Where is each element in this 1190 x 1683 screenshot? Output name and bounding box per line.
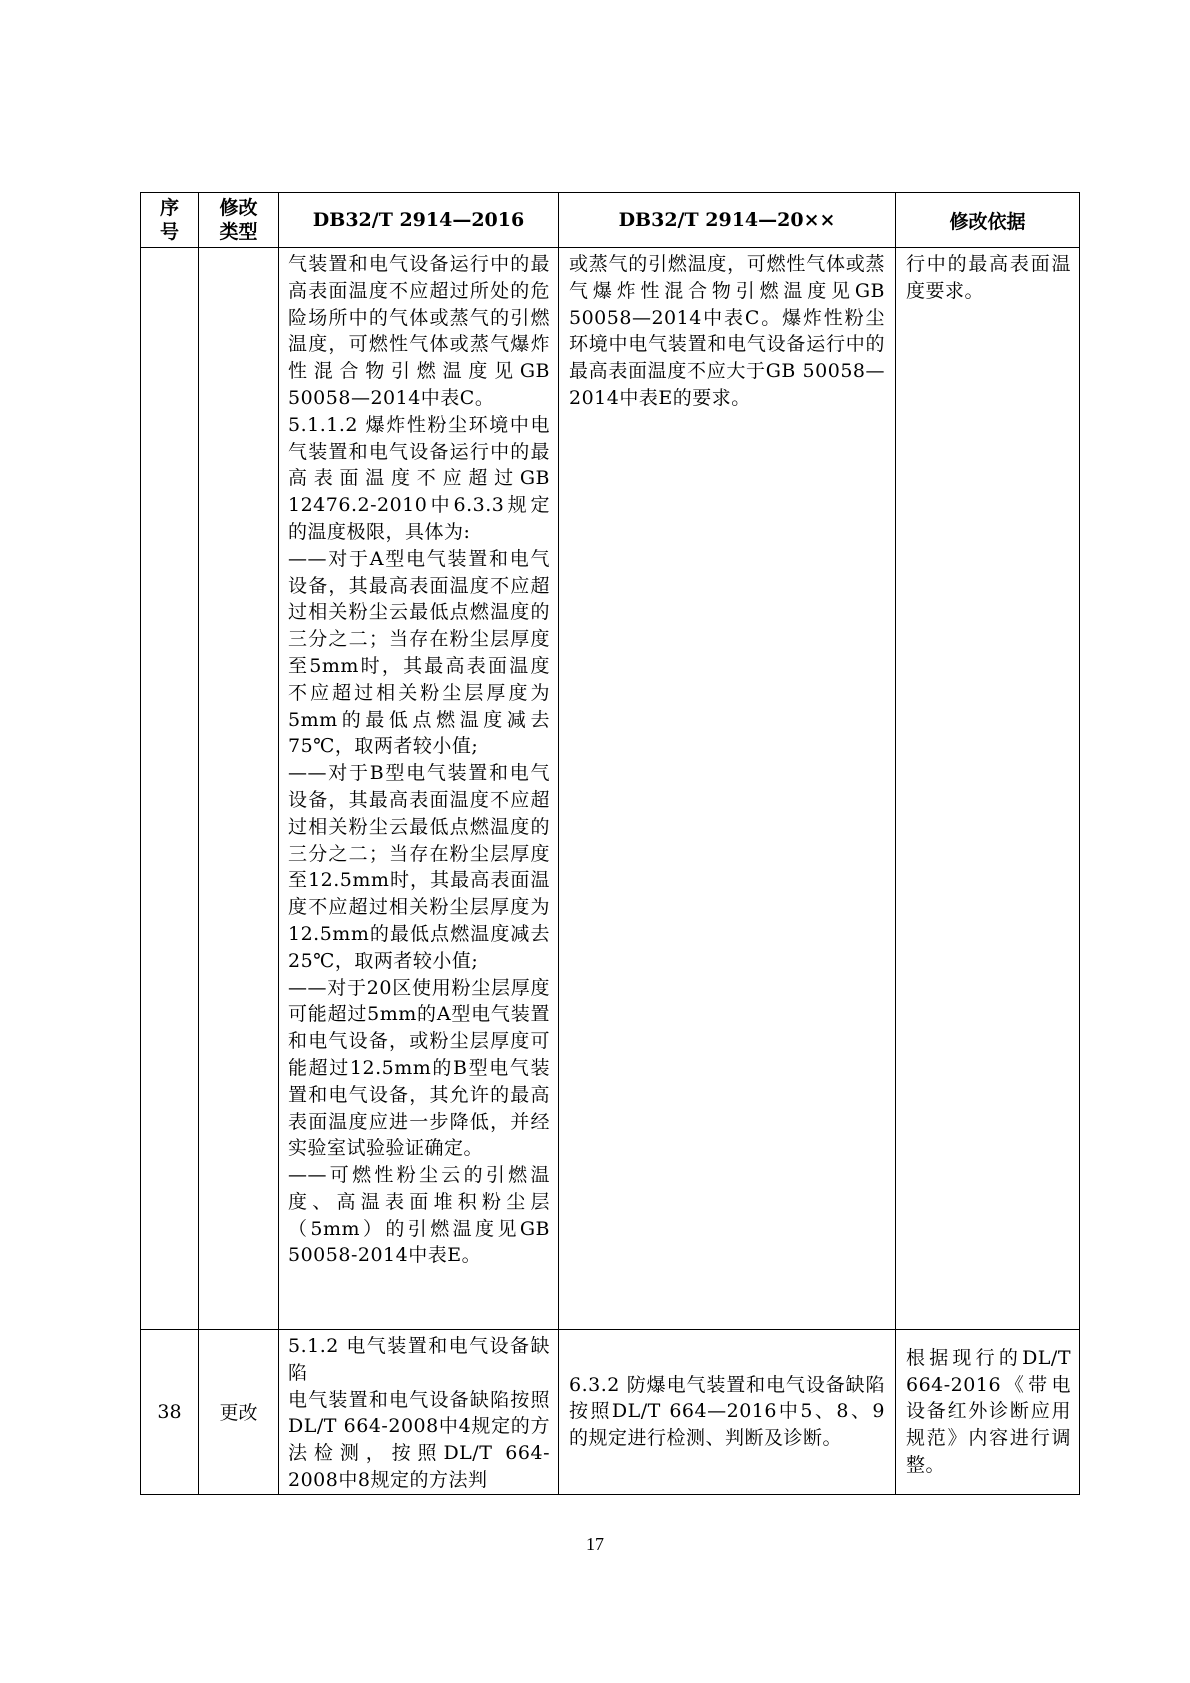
cell-new-content: [559, 1330, 896, 1495]
cell-old-content: [279, 1330, 559, 1495]
cell-seq: 38: [141, 1330, 199, 1495]
header-basis: 修改依据: [896, 193, 1080, 248]
old-paragraph: 5.1.1.2 爆炸性粉尘环境中电气装置和电气设备运行中的最高表面温度不应超过GB 12476.2-2010中6.3.3规定的温度极限，具体为:: [288, 413, 550, 543]
cell-basis-content: [896, 248, 1080, 1330]
cell-new-content: [559, 248, 896, 1330]
basis-paragraph: 根据现行的DL/T 664-2016《带电设备红外诊断应用规范》内容进行调整。: [906, 1346, 1071, 1477]
old-clause-title: 5.1.2 电气装置和电气设备缺陷: [288, 1335, 550, 1384]
header-new-standard: DB32/T 2914—20××: [559, 193, 896, 248]
cell-type-empty: [199, 248, 279, 1330]
table-header-row: [141, 193, 1080, 248]
new-paragraph: 6.3.2 防爆电气装置和电气设备缺陷按照DL/T 664—2016中5、8、9的规定进行检测、判断及诊断。: [569, 1373, 885, 1450]
cell-type: 更改: [199, 1330, 279, 1495]
table-row-continued: [141, 248, 1080, 1330]
header-type: [199, 193, 279, 248]
header-seq: [141, 193, 199, 248]
header-type-line-1: 修改: [219, 197, 258, 219]
old-paragraph: 气装置和电气设备运行中的最高表面温度不应超过所处的危险场所中的气体或蒸气的引燃温度，可燃性气体或蒸气爆炸性混合物引燃温度见GB 50058—2014中表C。: [288, 253, 550, 409]
revision-table: [140, 192, 1080, 1495]
cell-seq-empty: [141, 248, 199, 1330]
table-row-38: [141, 1330, 1080, 1495]
new-paragraph: 或蒸气的引燃温度，可燃性气体或蒸气爆炸性混合物引燃温度见GB 50058—2014中表C。爆炸性粉尘环境中电气装置和电气设备运行中的最高表面温度不应大于GB 50058—2014中表E的要求。: [569, 253, 885, 409]
header-old-standard: DB32/T 2914—2016: [279, 193, 559, 248]
old-paragraph: ——对于B型电气装置和电气设备，其最高表面温度不应超过相关粉尘云最低点燃温度的三分之二；当存在粉尘层厚度至12.5mm时，其最高表面温度不应超过相关粉尘层厚度为12.5mm的最低点燃温度减去25℃，取两者较小值;: [288, 762, 550, 972]
header-seq-line-2: 号: [159, 221, 179, 243]
old-paragraph: ——对于20区使用粉尘层厚度可能超过5mm的A型电气装置和电气设备，或粉尘层厚度可能超过12.5mm的B型电气装置和电气设备，其允许的最高表面温度应进一步降低，并经实验室试验验证确定。: [288, 976, 550, 1160]
header-type-line-2: 类型: [219, 221, 258, 243]
cell-basis-content: [896, 1330, 1080, 1495]
old-paragraph: 电气装置和电气设备缺陷按照DL/T 664-2008中4规定的方法检测，按照DL/T 664-2008中8规定的方法判: [288, 1388, 550, 1491]
old-paragraph: ——对于A型电气装置和电气设备，其最高表面温度不应超过相关粉尘云最低点燃温度的三分之二；当存在粉尘层厚度至5mm时，其最高表面温度不应超过相关粉尘层厚度为5mm的最低点燃温度减去75℃，取两者较小值;: [288, 547, 550, 758]
page-number: 17: [586, 1534, 604, 1554]
header-seq-line-1: 序: [159, 197, 179, 219]
old-paragraph: ——可燃性粉尘云的引燃温度、高温表面堆积粉尘层（5mm）的引燃温度见GB 50058-2014中表E。: [288, 1164, 550, 1267]
basis-paragraph: 行中的最高表面温度要求。: [906, 253, 1071, 302]
cell-old-content: [279, 248, 559, 1330]
